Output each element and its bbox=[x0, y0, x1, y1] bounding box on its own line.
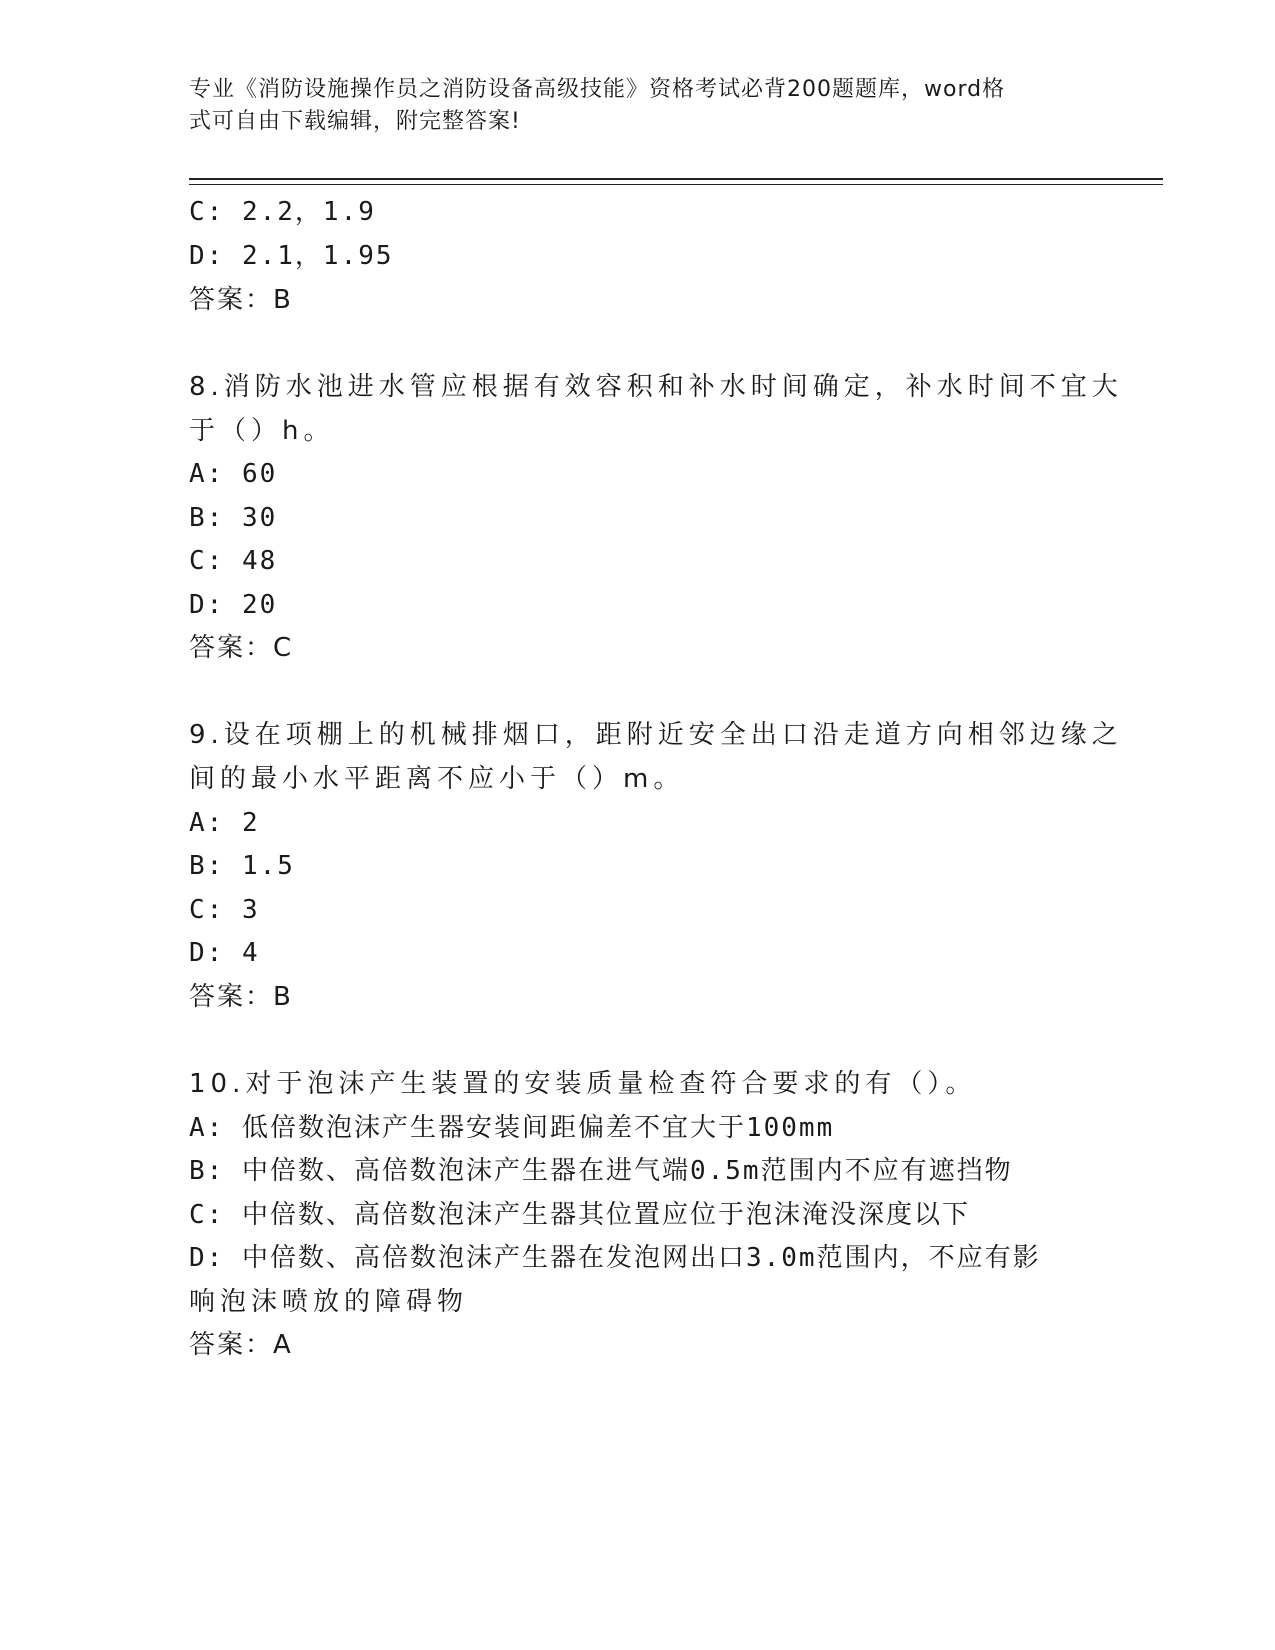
question-8-option-b: B: 30 bbox=[189, 503, 278, 533]
header-rule-thin bbox=[189, 184, 1163, 185]
question-10-option-a: A: 低倍数泡沫产生器安装间距偏差不宜大于100mm bbox=[189, 1113, 835, 1143]
question-8-option-d: D: 20 bbox=[189, 590, 278, 620]
question-10-option-d-line-2: 响泡沫喷放的障碍物 bbox=[189, 1287, 469, 1317]
question-10-option-d-line-1: D: 中倍数、高倍数泡沫产生器在发泡网出口3.0m范围内，不应有影 bbox=[189, 1243, 1041, 1273]
prev-option-d: D: 2.1，1.95 bbox=[189, 241, 394, 271]
question-9-answer: 答案：B bbox=[189, 982, 293, 1012]
question-9-option-a: A: 2 bbox=[189, 808, 260, 838]
question-8-option-a: A: 60 bbox=[189, 459, 278, 489]
question-9-text-line-2: 间的最小水平距离不应小于（）m。 bbox=[189, 764, 685, 794]
prev-answer: 答案：B bbox=[189, 285, 293, 315]
document-header bbox=[189, 74, 1069, 138]
question-9-text-line-1: 9.设在项棚上的机械排烟口，距附近安全出口沿走道方向相邻边缘之 bbox=[189, 720, 1123, 750]
question-10-option-b: B: 中倍数、高倍数泡沫产生器在进气端0.5m范围内不应有遮挡物 bbox=[189, 1156, 1013, 1186]
question-8-text-line-1: 8.消防水池进水管应根据有效容积和补水时间确定，补水时间不宜大 bbox=[189, 372, 1123, 402]
question-9-option-d: D: 4 bbox=[189, 938, 260, 968]
header-line-2: 式可自由下载编辑，附完整答案! bbox=[189, 109, 521, 134]
question-8-answer: 答案：C bbox=[189, 633, 294, 663]
question-8-option-c: C: 48 bbox=[189, 546, 278, 576]
question-8-text-line-2: 于（）h。 bbox=[189, 416, 335, 446]
header-line-1: 专业《消防设施操作员之消防设备高级技能》资格考试必背200题题库，word格 bbox=[189, 77, 1006, 102]
question-10-option-c: C: 中倍数、高倍数泡沫产生器其位置应位于泡沫淹没深度以下 bbox=[189, 1200, 970, 1230]
question-10-text: 10.对于泡沫产生装置的安装质量检查符合要求的有（）。 bbox=[189, 1069, 977, 1099]
prev-option-c: C: 2.2，1.9 bbox=[189, 197, 376, 227]
question-9-option-b: B: 1.5 bbox=[189, 851, 295, 881]
question-9-option-c: C: 3 bbox=[189, 895, 260, 925]
question-10-answer: 答案：A bbox=[189, 1330, 293, 1360]
header-rule-thick bbox=[189, 178, 1163, 180]
